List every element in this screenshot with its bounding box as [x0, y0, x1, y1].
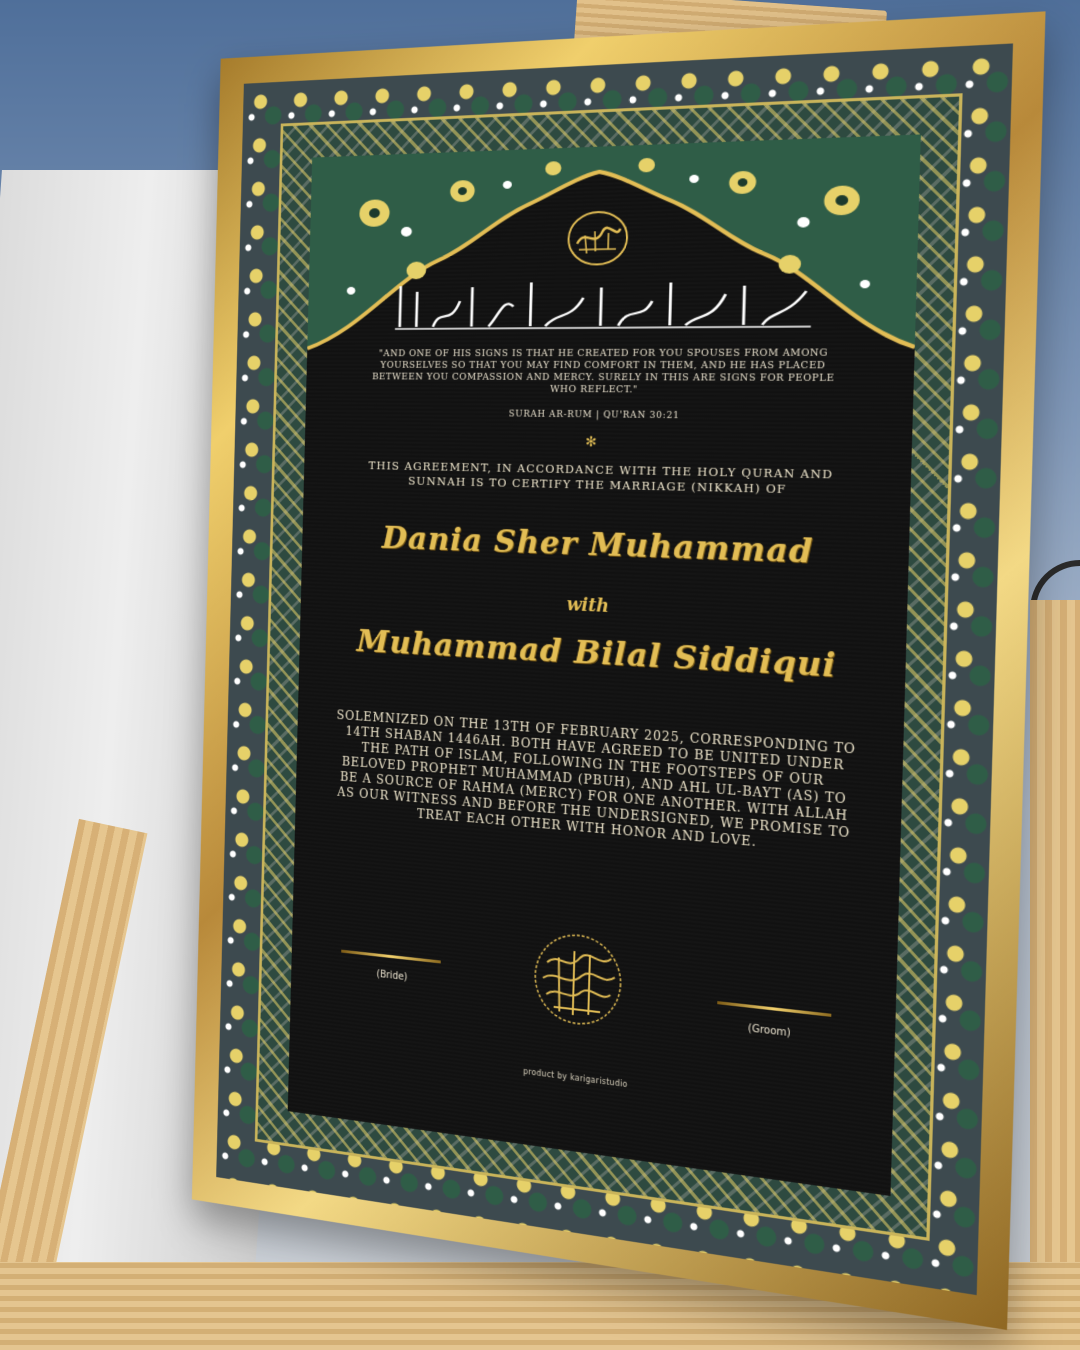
solemnization-text: SOLEMNIZED ON THE 13TH OF FEBRUARY 2025, CORRESPONDING TO 14TH SHABAN 1446AH. BOTH HAVE AGREED TO BE UNITED UNDER THE PATH OF ISLAM, FOLLOWING IN THE FOOTSTEPS OF OUR BELOVED PROPHET MUHAMMAD (PBUH), AND AHL UL-BAYT (AS) TO BE A SOURCE OF RAHMA (MERCY) FOR ONE ANOTHER. WITH ALLAH AS OUR WITNESS AND BEFORE THE UNDERSIGNED, WE PROMISE TO TREAT EACH OTHER WITH HONOR AND LOVE.: [336, 707, 857, 850]
nikkah-certificate: [288, 134, 921, 1196]
floral-border-inner: [255, 93, 963, 1241]
agreement-statement: THIS AGREEMENT, IN ACCORDANCE WITH THE HOLY QURAN AND SUNNAH IS TO CERTIFY THE MARRIAGE (NIKKAH) OF: [368, 458, 834, 497]
bride-signature-line: [341, 950, 441, 964]
arabic-calligraphy-verse: [388, 272, 821, 337]
groom-name: Muhammad Bilal Siddiqui: [356, 621, 838, 686]
floral-border-outer: [216, 43, 1013, 1295]
verse-translation: "AND ONE OF HIS SIGNS IS THAT HE CREATED FOR YOU SPOUSES FROM AMONG YOURSELVES SO THAT YOU MAY FIND COMFORT IN THEM, AND HE HAS PLACED BETWEEN YOU COMPASSION AND MERCY. SURELY IN THIS ARE SIGNS FOR PEOPLE WHO REFLECT.": [372, 347, 835, 396]
star-icon: ✻: [585, 434, 597, 451]
verse-reference: SURAH AR-RUM | QU'RAN 30:21: [508, 409, 680, 422]
gold-picture-frame: [192, 11, 1046, 1330]
bride-signature-label: (Bride): [376, 968, 408, 984]
groom-signature-label: (Groom): [747, 1023, 791, 1040]
groom-signature-line: [717, 1001, 831, 1017]
calligraphy-seal-icon: [528, 925, 628, 1036]
bride-name: Dania Sher Muhammad: [381, 518, 814, 571]
with-connector: with: [566, 594, 610, 618]
studio-credit: product by karigaristudio: [522, 1066, 628, 1090]
calligraphy-seal-icon: [565, 208, 631, 268]
